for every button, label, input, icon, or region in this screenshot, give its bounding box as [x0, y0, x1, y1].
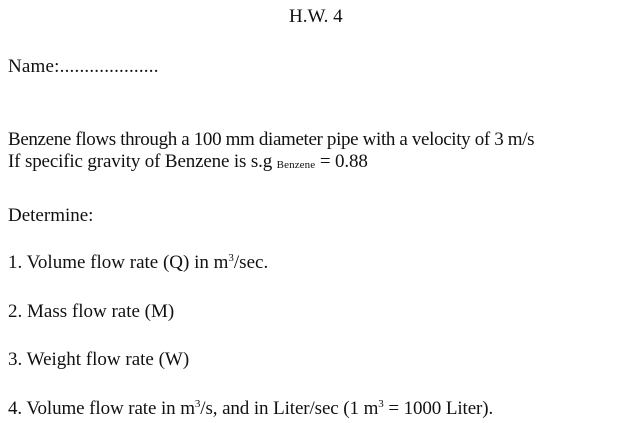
question-4-text: 4. Volume flow rate in m [8, 398, 195, 419]
specific-gravity-value: = 0.88 [319, 151, 368, 172]
question-4-exponent-2: 3 [378, 398, 384, 410]
problem-line-2 [8, 151, 368, 176]
name-field: Name:.................... [8, 56, 159, 77]
question-4-text-2: /s, and in Liter/sec (1 m [200, 398, 379, 419]
question-1-exponent: 3 [228, 252, 234, 264]
question-2: 2. Mass flow rate (M) [8, 301, 175, 322]
question-1-text: 1. Volume flow rate (Q) in m [8, 252, 229, 273]
question-1-unit: /sec. [233, 252, 269, 273]
question-4 [8, 398, 493, 420]
question-3: 3. Weight flow rate (W) [8, 349, 190, 370]
question-4-text-3: = 1000 Liter). [383, 398, 494, 419]
question-4-exponent-1: 3 [194, 398, 201, 410]
homework-title: H.W. 4 [289, 6, 343, 27]
problem-line-2-text: If specific gravity of Benzene is s.g [8, 151, 273, 172]
question-1 [8, 252, 268, 274]
determine-label: Determine: [8, 205, 94, 226]
benzene-subscript: Benzene [276, 159, 316, 171]
problem-line-1: Benzene flows through a 100 mm diameter pipe with a velocity of 3 m/s [8, 129, 535, 150]
